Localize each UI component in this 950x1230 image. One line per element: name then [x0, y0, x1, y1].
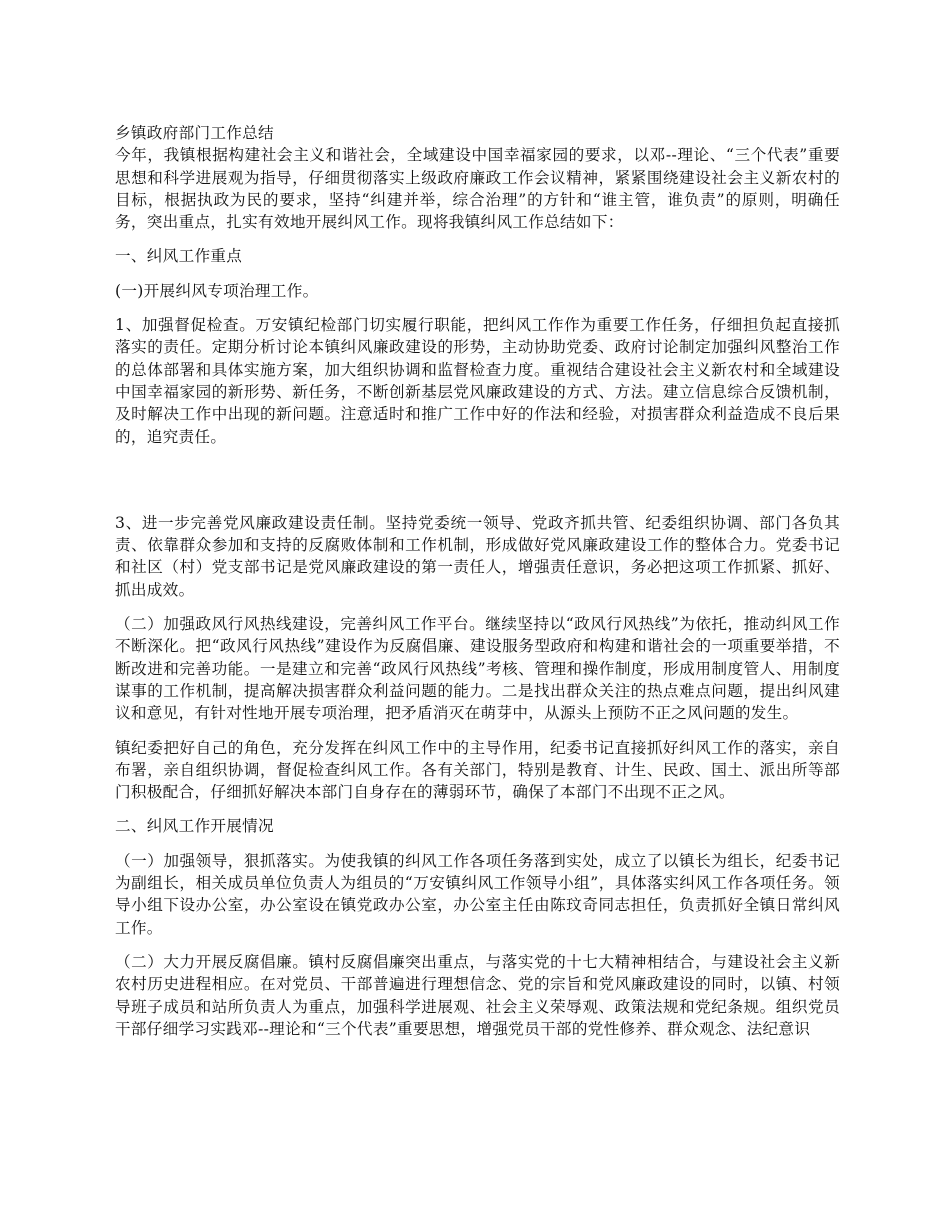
paragraph-responsibility-system: 3、进一步完善党风廉政建设责任制。坚持党委统一领导、党政齐抓共管、纪委组织协调、部门各负其责、依靠群众参加和支持的反腐败体制和工作机制，形成做好党风廉政建设工作的整体合力。党委书记和社区（村）党支部书记是党风廉政建设的第一责任人，增强责任意识，务必把这项工作抓紧、抓好、抓出成效。 — [115, 513, 840, 599]
paragraph-discipline-committee: 镇纪委把好自己的角色，充分发挥在纠风工作中的主导作用，纪委书记直接抓好纠风工作的落实，亲自布署，亲自组织协调，督促检查纠风工作。各有关部门，特别是教育、计生、民政、国土、派出所等部门积极配合，仔细抓好解决本部门自身存在的薄弱环节，确保了本部门不出现不正之风。 — [115, 738, 840, 802]
document-page — [115, 122, 840, 1040]
paragraph-leadership: （一）加强领导，狠抓落实。为使我镇的纠风工作各项任务落到实处，成立了以镇长为组长，纪委书记为副组长，相关成员单位负责人为组员的“万安镇纠风工作领导小组”，具体落实纠风工作各项任务。领导小组下设办公室，办公室设在镇党政办公室，办公室主任由陈玟奇同志担任，负责抓好全镇日常纠风工作。 — [115, 851, 840, 937]
paragraph-hotline: （二）加强政风行风热线建设，完善纠风工作平台。继续坚持以“政风行风热线”为依托，推动纠风工作不断深化。把“政风行风热线”建设作为反腐倡廉、建设服务型政府和构建和谐社会的一项重要举措，不断改进和完善功能。一是建立和完善“政风行风热线”考核、管理和操作制度，形成用制度管人、用制度谋事的工作机制，提高解决损害群众利益问题的能力。二是找出群众关注的热点难点问题，提出纠风建议和意见，有针对性地开展专项治理，把矛盾消灭在萌芽中，从源头上预防不正之风问题的发生。 — [115, 615, 840, 723]
section-heading-1: 一、纠风工作重点 — [115, 247, 243, 266]
document-title: 乡镇政府部门工作总结 — [115, 124, 274, 142]
subsection-heading-1: (一)开展纠风专项治理工作。 — [115, 281, 319, 300]
section-heading-2: 二、纠风工作开展情况 — [115, 817, 274, 836]
intro-paragraph: 今年，我镇根据构建社会主义和谐社会，全域建设中国幸福家园的要求，以邓--理论、“三个代表”重要思想和科学进展观为指导，仔细贯彻落实上级政府廉政工作会议精神，紧紧围绕建设社会主义新农村的目标，根据执政为民的要求，坚持“纠建并举，综合治理”的方针和“谁主管，谁负责”的原则，明确任务，突出重点，扎实有效地开展纠风工作。现将我镇纠风工作总结如下： — [115, 146, 840, 232]
paragraph-supervision: 1、加强督促检查。万安镇纪检部门切实履行职能，把纠风工作作为重要工作任务，仔细担负起直接抓落实的责任。定期分析讨论本镇纠风廉政建设的形势，主动协助党委、政府讨论制定加强纠风整治工作的总体部署和具体实施方案，加大组织协调和监督检查力度。重视结合建设社会主义新农村和全域建设中国幸福家园的新形势、新任务，不断创新基层党风廉政建设的方式、方法。建立信息综合反馈机制，及时解决工作中出现的新问题。注意适时和推广工作中好的作法和经验，对损害群众利益造成不良后果的，追究责任。 — [115, 316, 840, 446]
paragraph-anti-corruption: （二）大力开展反腐倡廉。镇村反腐倡廉突出重点，与落实党的十七大精神相结合，与建设社会主义新农村历史进程相应。在对党员、干部普遍进行理想信念、党的宗旨和党风廉政建设的同时，以镇、村领导班子成员和站所负责人为重点，加强科学进展观、社会主义荣辱观、政策法规和党纪条规。组织党员干部仔细学习实践邓--理论和“三个代表”重要思想，增强党员干部的党性修养、群众观念、法纪意识 — [115, 952, 840, 1038]
